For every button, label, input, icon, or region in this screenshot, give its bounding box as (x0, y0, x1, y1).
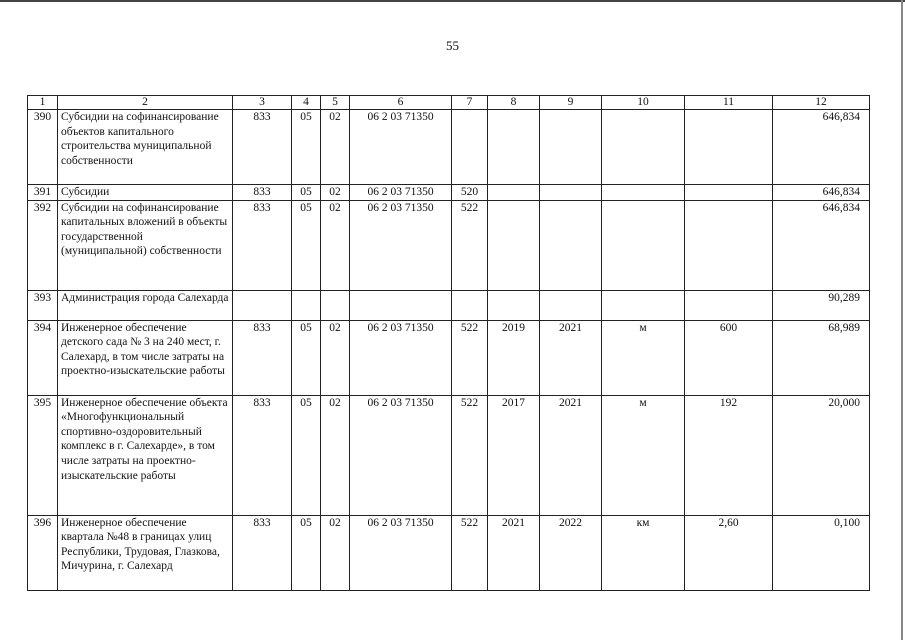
row-number-cell: 390 (28, 110, 58, 185)
cell-col4: 05 (292, 320, 321, 395)
cell-col3: 833 (233, 200, 292, 290)
cell-col6: 06 2 03 71350 (350, 185, 452, 201)
cell-col12: 20,000 (773, 395, 870, 515)
column-header: 7 (452, 96, 488, 110)
cell-col11 (685, 185, 773, 201)
cell-col11 (685, 110, 773, 185)
column-header: 6 (350, 96, 452, 110)
cell-col5: 02 (321, 515, 350, 590)
cell-col4: 05 (292, 395, 321, 515)
cell-col6: 06 2 03 71350 (350, 395, 452, 515)
cell-col8: 2021 (488, 515, 540, 590)
cell-col10: м (602, 395, 685, 515)
cell-col3: 833 (233, 395, 292, 515)
table-row (28, 110, 870, 185)
cell-col9 (540, 185, 602, 201)
cell-col3: 833 (233, 110, 292, 185)
cell-col12: 90,289 (773, 290, 870, 320)
cell-col12: 646,834 (773, 200, 870, 290)
row-number-cell: 394 (28, 320, 58, 395)
cell-col12: 68,989 (773, 320, 870, 395)
cell-col10: км (602, 515, 685, 590)
cell-col9 (540, 290, 602, 320)
cell-col4 (292, 290, 321, 320)
cell-col6 (350, 290, 452, 320)
cell-col12: 646,834 (773, 185, 870, 201)
cell-col12: 646,834 (773, 110, 870, 185)
cell-col7: 522 (452, 515, 488, 590)
table-row (28, 200, 870, 290)
cell-col3 (233, 290, 292, 320)
name-cell: Субсидии на софинансирование капитальных вложений в объекты государственной (муниципальной) собственности (58, 200, 233, 290)
cell-col4: 05 (292, 185, 321, 201)
cell-col8: 2017 (488, 395, 540, 515)
cell-col3: 833 (233, 515, 292, 590)
page-number: 55 (446, 38, 459, 53)
name-cell: Инженерное обеспечение объекта «Многофункциональный спортивно-оздоровительный комплекс в г. Салехарде», в том числе затраты на проектно-изыскательские работы (58, 395, 233, 515)
column-header: 5 (321, 96, 350, 110)
cell-col7: 522 (452, 320, 488, 395)
column-header: 1 (28, 96, 58, 110)
cell-col5: 02 (321, 200, 350, 290)
cell-col8 (488, 110, 540, 185)
cell-col6: 06 2 03 71350 (350, 515, 452, 590)
cell-col9 (540, 200, 602, 290)
cell-col8 (488, 290, 540, 320)
cell-col4: 05 (292, 110, 321, 185)
cell-col10 (602, 290, 685, 320)
top-border-line (0, 0, 905, 2)
column-header: 4 (292, 96, 321, 110)
name-cell: Субсидии (58, 185, 233, 201)
cell-col7 (452, 110, 488, 185)
cell-col8 (488, 185, 540, 201)
table-row (28, 290, 870, 320)
table-row (28, 515, 870, 590)
cell-col6: 06 2 03 71350 (350, 110, 452, 185)
header-row (28, 96, 870, 110)
row-number-cell: 396 (28, 515, 58, 590)
cell-col5: 02 (321, 320, 350, 395)
name-cell: Субсидии на софинансирование объектов капитального строительства муниципальной собственности (58, 110, 233, 185)
column-header: 2 (58, 96, 233, 110)
cell-col10 (602, 110, 685, 185)
cell-col6: 06 2 03 71350 (350, 320, 452, 395)
cell-col9: 2022 (540, 515, 602, 590)
name-cell: Инженерное обеспечение детского сада № 3 на 240 мест, г. Салехард, в том числе затраты на проектно-изыскательские работы (58, 320, 233, 395)
row-number-cell: 395 (28, 395, 58, 515)
budget-table (27, 95, 870, 591)
cell-col11: 2,60 (685, 515, 773, 590)
column-header: 8 (488, 96, 540, 110)
row-number-cell: 393 (28, 290, 58, 320)
column-header: 9 (540, 96, 602, 110)
cell-col3: 833 (233, 185, 292, 201)
row-number-cell: 391 (28, 185, 58, 201)
cell-col8: 2019 (488, 320, 540, 395)
cell-col12: 0,100 (773, 515, 870, 590)
cell-col10 (602, 185, 685, 201)
cell-col9 (540, 110, 602, 185)
cell-col11 (685, 200, 773, 290)
cell-col8 (488, 200, 540, 290)
cell-col5: 02 (321, 185, 350, 201)
cell-col7: 522 (452, 200, 488, 290)
cell-col11: 192 (685, 395, 773, 515)
right-border-line (901, 0, 903, 640)
cell-col7: 520 (452, 185, 488, 201)
cell-col5: 02 (321, 110, 350, 185)
cell-col4: 05 (292, 515, 321, 590)
cell-col3: 833 (233, 320, 292, 395)
cell-col5: 02 (321, 395, 350, 515)
column-header: 10 (602, 96, 685, 110)
row-number-cell: 392 (28, 200, 58, 290)
cell-col9: 2021 (540, 395, 602, 515)
table-row (28, 395, 870, 515)
name-cell: Администрация города Салехарда (58, 290, 233, 320)
cell-col7: 522 (452, 395, 488, 515)
cell-col9: 2021 (540, 320, 602, 395)
cell-col5 (321, 290, 350, 320)
cell-col11 (685, 290, 773, 320)
cell-col10 (602, 200, 685, 290)
cell-col4: 05 (292, 200, 321, 290)
cell-col11: 600 (685, 320, 773, 395)
column-header: 11 (685, 96, 773, 110)
table-row (28, 185, 870, 201)
column-header: 3 (233, 96, 292, 110)
column-header: 12 (773, 96, 870, 110)
table-row (28, 320, 870, 395)
name-cell: Инженерное обеспечение квартала №48 в границах улиц Республики, Трудовая, Глазкова, Мичурина, г. Салехард (58, 515, 233, 590)
cell-col7 (452, 290, 488, 320)
cell-col6: 06 2 03 71350 (350, 200, 452, 290)
cell-col10: м (602, 320, 685, 395)
